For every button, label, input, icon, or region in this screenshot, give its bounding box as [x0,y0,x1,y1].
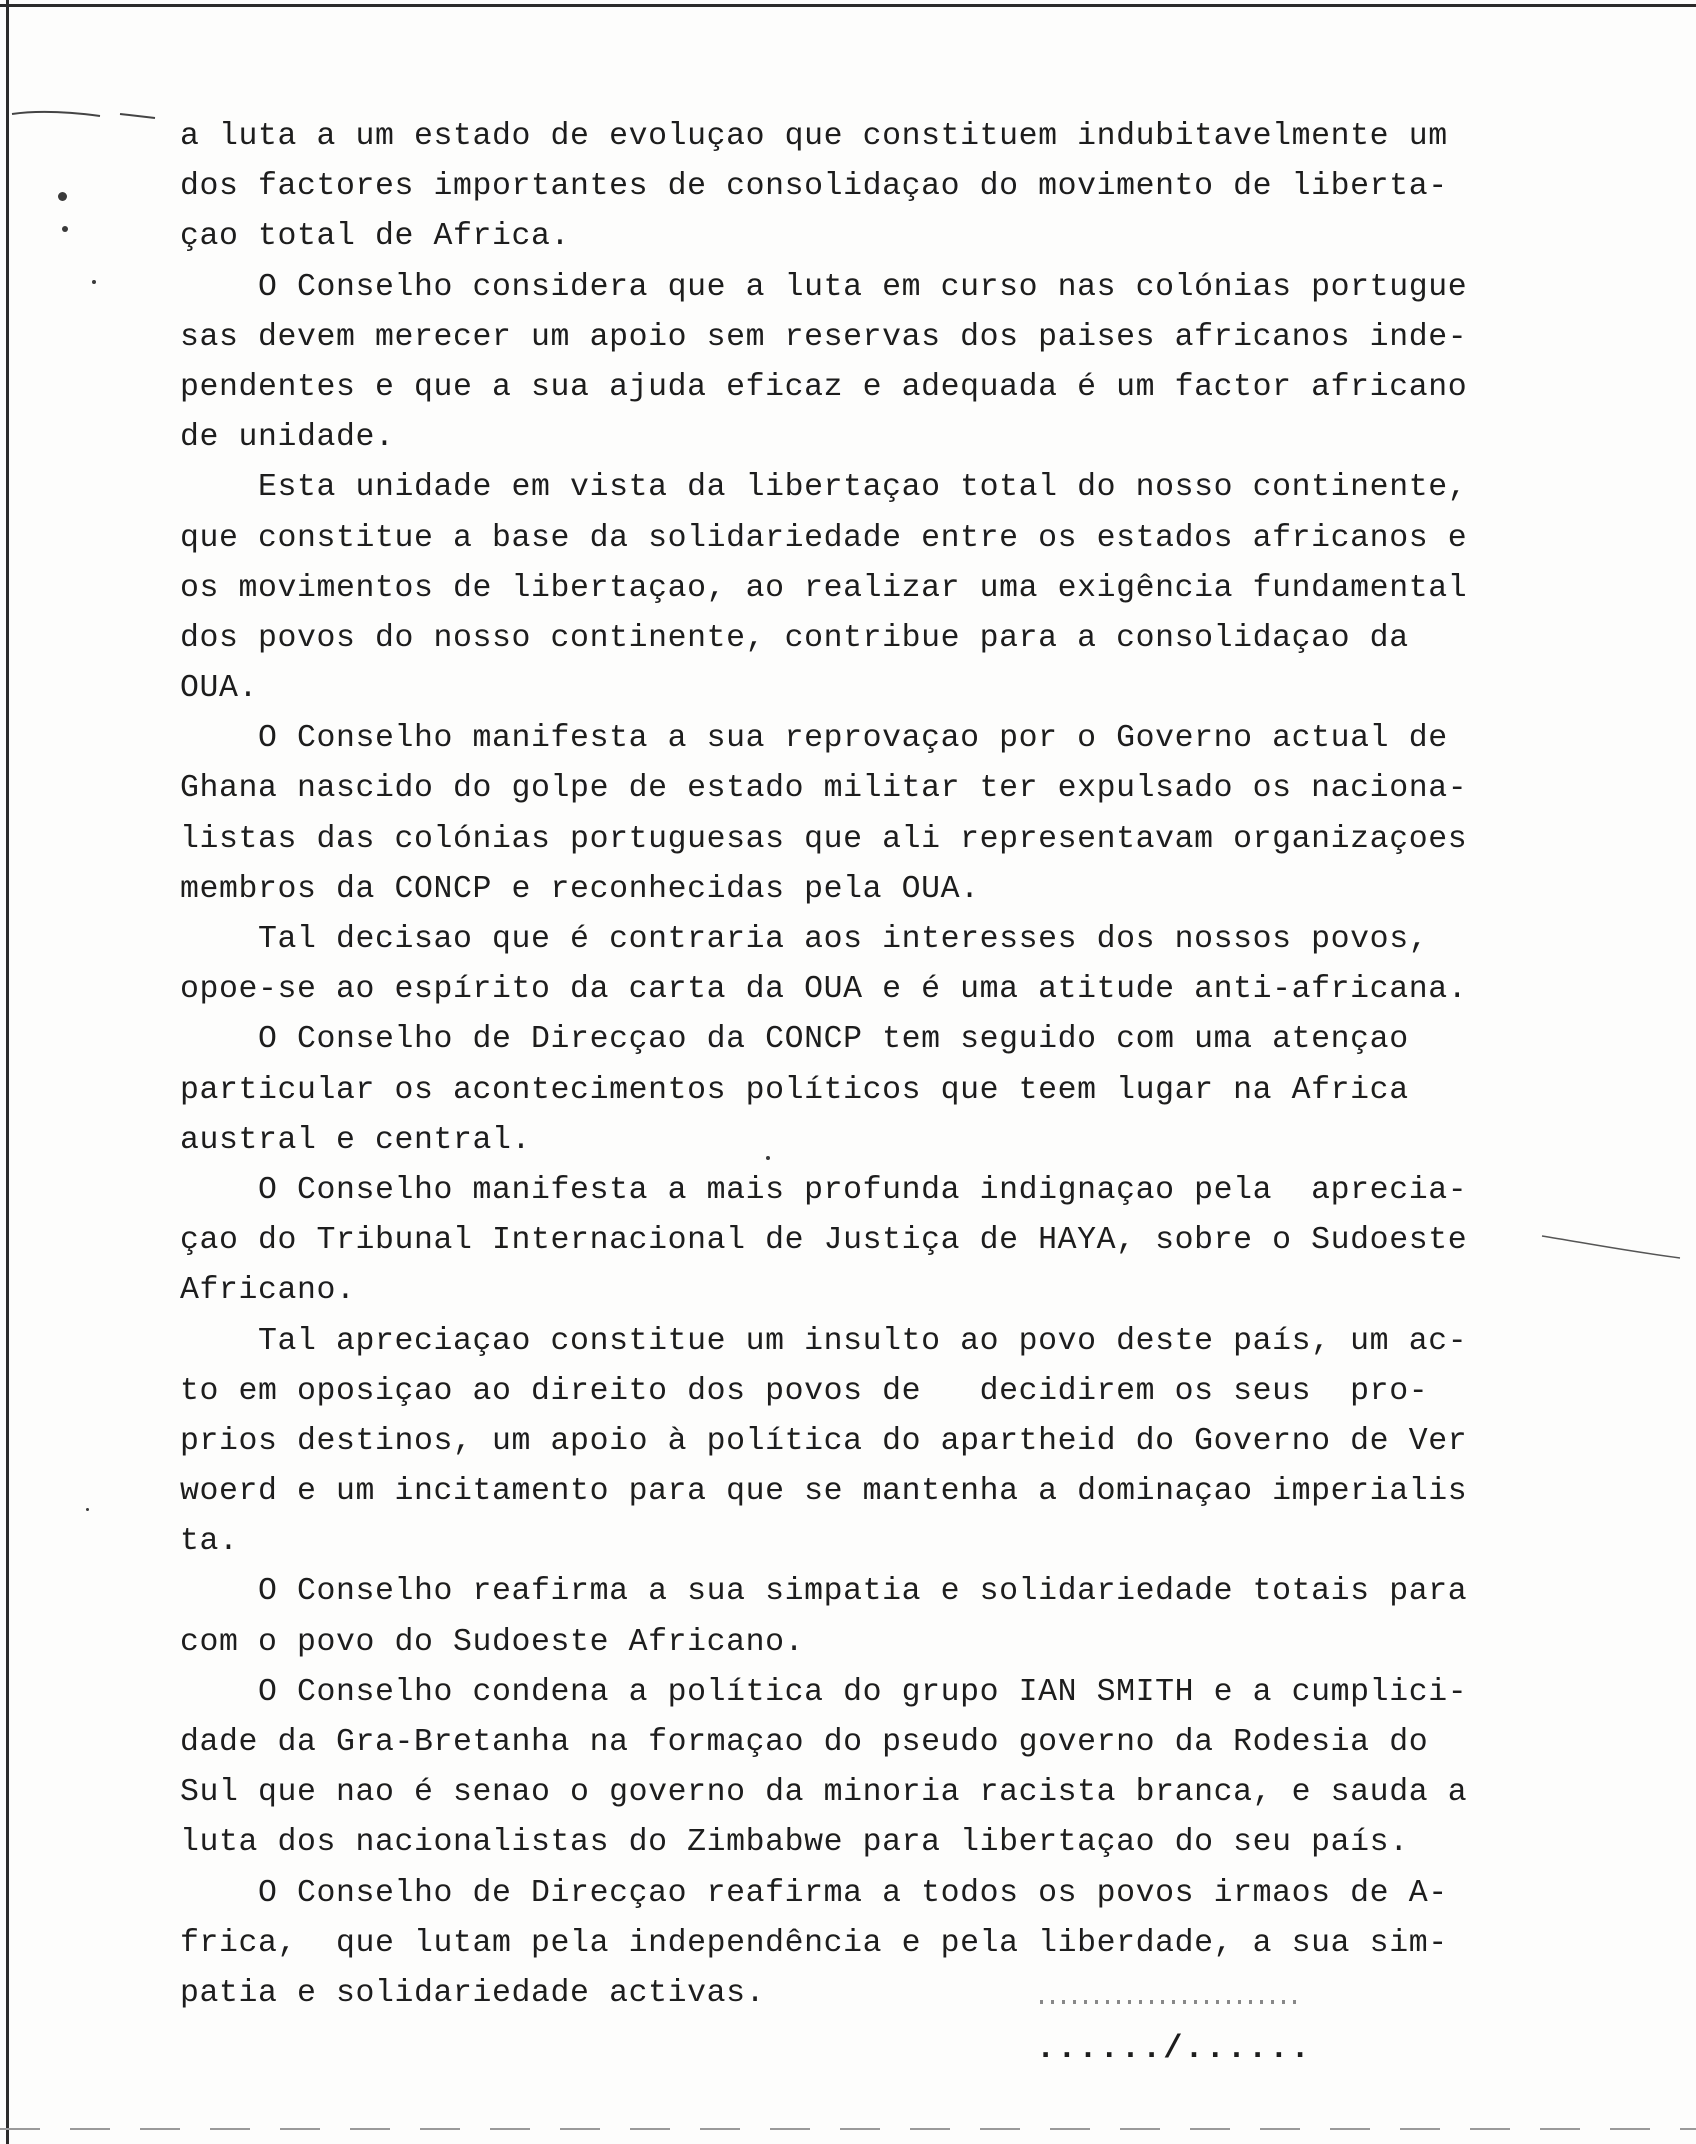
text-line: O Conselho manifesta a sua reprovaçao por o Governo actual de [180,721,1448,757]
scan-top-edge [0,4,1696,7]
text-line: luta dos nacionalistas do Zimbabwe para libertaçao do seu país. [180,1825,1409,1861]
text-line: sas devem merecer um apoio sem reservas dos paises africanos inde- [180,319,1468,355]
text-line: opoe-se ao espírito da carta da OUA e é uma atitude anti-africana. [180,972,1468,1008]
text-line: dade da Gra-Bretanha na formaçao do pseudo governo da Rodesia do [180,1725,1429,1760]
text-line: patia e solidariedade activas. [180,1975,766,2011]
text-line: particular os acontecimentos políticos que teem lugar na Africa [180,1072,1409,1108]
text-line: Tal decisao que é contraria aos interesses dos nossos povos, [180,922,1429,957]
signature-mark: ....../...... [1036,2030,1312,2067]
signature-dotted-guide [1040,2000,1300,2004]
text-line: dos factores importantes de consolidaçao do movimento de liberta- [180,169,1448,205]
margin-pen-mark [10,108,160,122]
text-line: pendentes e que a sua ajuda eficaz e adequada é um factor africano [180,369,1468,405]
text-line: Sul que nao é senao o governo da minoria racista branca, e sauda a [180,1775,1468,1811]
text-line: O Conselho reafirma a sua simpatia e solidariedade totais para [180,1574,1468,1610]
text-line: listas das colónias portuguesas que ali representavam organizaçoes [180,821,1468,857]
text-line: O Conselho de Direcçao da CONCP tem seguido com uma atençao [180,1022,1409,1058]
text-line: woerd e um incitamento para que se mantenha a dominaçao imperialis [180,1474,1468,1510]
text-line: Esta unidade em vista da libertaçao total do nosso continente, [180,470,1468,506]
text-line: austral e central. [180,1122,532,1158]
scan-speck [58,192,67,201]
text-line: çao do Tribunal Internacional de Justiça de HAYA, sobre o Sudoeste [180,1223,1468,1259]
text-line: os movimentos de libertaçao, ao realizar uma exigência fundamental [180,570,1468,606]
scan-speck [62,226,68,232]
text-line: ta. [180,1524,239,1560]
text-line: dos povos do nosso continente, contribue para a consolidaçao da [180,620,1409,656]
text-line: O Conselho manifesta a mais profunda indignaçao pela aprecia- [180,1172,1468,1208]
right-margin-pen-mark [1540,1232,1690,1262]
text-line: que constitue a base da solidariedade entre os estados africanos e [180,520,1468,556]
text-line: membros da CONCP e reconhecidas pela OUA. [180,871,980,907]
scan-speck [86,1508,89,1511]
text-line: O Conselho condena a política do grupo IAN SMITH e a cumplici- [180,1674,1468,1710]
text-line: Tal apreciaçao constitue um insulto ao povo deste país, um ac- [180,1323,1468,1359]
scan-bottom-edge [0,2128,1696,2130]
text-line: de unidade. [180,420,395,456]
text-line: to em oposiçao ao direito dos povos de decidirem os seus pro- [180,1373,1429,1409]
text-line: com o povo do Sudoeste Africano. [180,1624,805,1660]
scan-speck [92,280,96,284]
text-line: a luta a um estado de evoluçao que constituem indubitavelmente um [180,119,1448,154]
text-line: O Conselho considera que a luta em curso nas colónias portugue [180,269,1468,305]
text-line: Africano. [180,1273,356,1309]
text-line: çao total de Africa. [180,219,571,255]
scan-left-edge [6,0,9,2144]
text-line: frica, que lutam pela independência e pela liberdade, a sua sim- [180,1925,1448,1961]
text-line: prios destinos, um apoio à política do apartheid do Governo de Ver [180,1423,1468,1459]
text-line: Ghana nascido do golpe de estado militar ter expulsado os naciona- [180,771,1468,807]
document-body [180,112,1550,2019]
text-line: OUA. [180,671,259,707]
text-line: O Conselho de Direcçao reafirma a todos os povos irmaos de A- [180,1875,1448,1911]
